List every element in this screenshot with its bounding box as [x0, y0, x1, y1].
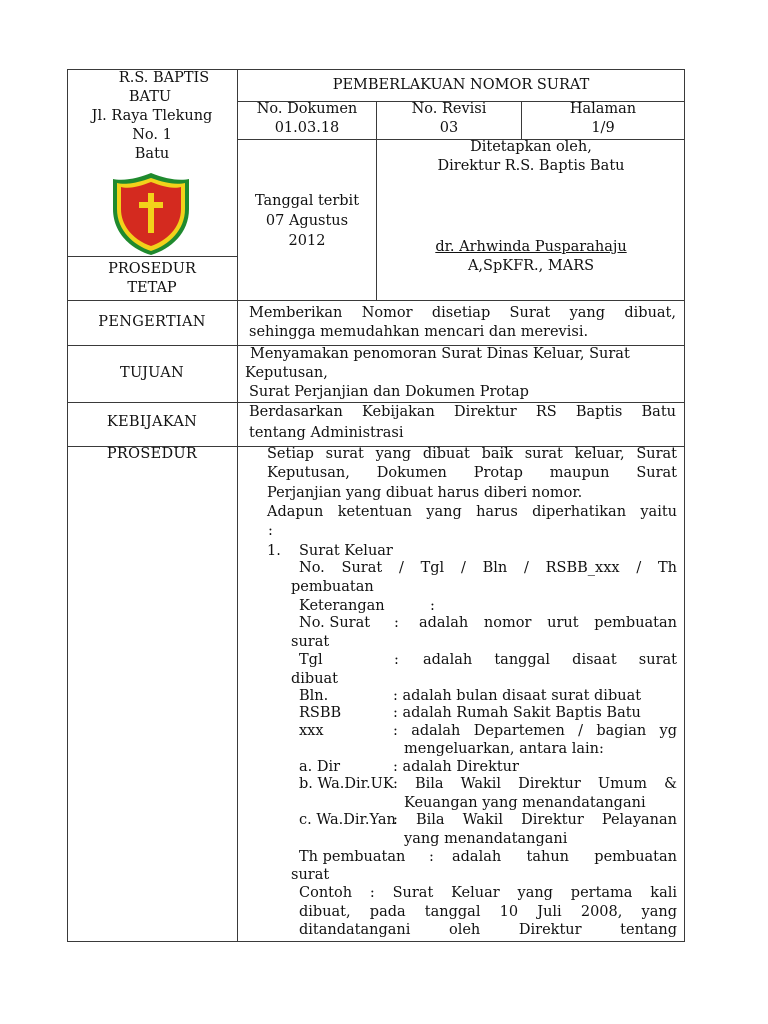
term-wadiryan: c. Wa.Dir.Yan: [299, 812, 396, 828]
doc-type-line-1: PROSEDUR: [108, 261, 196, 277]
list-item-heading: Surat Keluar: [299, 543, 393, 559]
keterangan-term: Keterangan: [299, 598, 385, 614]
prosedur-line: :: [268, 523, 273, 539]
date-line-1: Tanggal terbit: [254, 193, 360, 209]
hospital-line-3: Jl. Raya Tlekung: [91, 108, 213, 124]
term-rsbb: RSBB: [299, 705, 342, 721]
def-wadiruk-cont: Keuangan yang menandatangani: [404, 795, 646, 811]
tujuan-line-2: Keputusan,: [245, 365, 328, 381]
contoh-line-3: ditandatangani oleh Direktur tentang: [299, 922, 677, 938]
list-number: 1.: [267, 543, 281, 559]
term-dir: a. Dir: [299, 759, 341, 775]
border-bottom: [67, 941, 685, 942]
kebijakan-label: KEBIJAKAN: [106, 414, 198, 430]
date-line-2: 07 Agustus: [265, 213, 349, 229]
prosedur-line: Setiap surat yang dibuat baik surat keluar, Surat: [267, 446, 677, 462]
contoh-line-1: Contoh : Surat Keluar yang pertama kali: [299, 885, 677, 901]
def-bln: : adalah bulan disaat surat dibuat: [393, 688, 642, 704]
term-bln: Bln.: [299, 688, 329, 704]
signer-block: [377, 238, 685, 276]
page-value: 1/9: [591, 120, 615, 136]
def-xxx-cont: mengeluarkan, antara lain:: [404, 741, 604, 757]
prosedur-label: PROSEDUR: [106, 446, 198, 462]
border-left: [67, 69, 68, 942]
signer-title: A,SpKFR., MARS: [467, 258, 595, 274]
hospital-line-2: BATU: [128, 89, 172, 105]
def-thpembuatan-cont: surat: [291, 867, 330, 883]
doc-type-line-2: TETAP: [127, 280, 177, 296]
tujuan-line-3: Surat Perjanjian dan Dokumen Protap: [249, 384, 529, 400]
hospital-line-1: R.S. BAPTIS: [118, 70, 210, 86]
colon: :: [394, 615, 399, 631]
prosedur-line: Perjanjian yang dibuat harus diberi nomor.: [267, 485, 583, 501]
term-tgl: Tgl: [299, 652, 323, 668]
kebijakan-line-2: tentang Administrasi: [249, 425, 404, 441]
def-tgl-cont: dibuat: [291, 671, 339, 687]
doc-type-block: [67, 260, 237, 298]
doc-no-label: No. Dokumen: [256, 101, 358, 117]
issue-date-block: [238, 191, 376, 251]
def-rsbb: : adalah Rumah Sakit Baptis Batu: [393, 705, 641, 721]
approval-line-1: Ditetapkan oleh,: [470, 139, 592, 155]
contoh-line-2: dibuat, pada tanggal 10 Juli 2008, yang: [299, 904, 677, 920]
colon: :: [429, 849, 434, 865]
colon: :: [394, 652, 399, 668]
term-thpembuatan: Th pembuatan: [299, 849, 406, 865]
page-label: Halaman: [569, 101, 637, 117]
date-line-3: 2012: [288, 233, 326, 249]
hospital-line-5: Batu: [134, 146, 170, 162]
hospital-line-4: No. 1: [132, 127, 172, 143]
pengertian-label: PENGERTIAN: [98, 314, 206, 330]
term-nosurat: No. Surat: [299, 615, 371, 631]
approval-line-2: Direktur R.S. Baptis Batu: [437, 158, 625, 174]
doc-no-cell: [238, 100, 376, 138]
def-dir: : adalah Direktur: [393, 759, 519, 775]
revision-label: No. Revisi: [411, 101, 487, 117]
def-wadiryan-cont: yang menandatangani: [404, 831, 568, 847]
def-wadiruk: : Bila Wakil Direktur Umum &: [393, 776, 677, 792]
revision-cell: [377, 100, 521, 138]
def-wadiryan: : Bila Wakil Direktur Pelayanan: [393, 812, 677, 828]
hospital-name-block: [67, 69, 237, 164]
keterangan-colon: :: [430, 598, 435, 614]
prosedur-line: Keputusan, Dokumen Protap maupun Surat: [267, 465, 677, 481]
pengertian-line-2: sehingga memudahkan mencari dan merevisi.: [249, 324, 589, 340]
def-nosurat: adalah nomor urut pembuatan: [419, 615, 677, 631]
sop-document: [67, 69, 685, 942]
doc-no-value: 01.03.18: [274, 120, 340, 136]
tujuan-label: TUJUAN: [119, 365, 185, 381]
page-cell: [522, 100, 684, 138]
def-nosurat-cont: surat: [291, 634, 330, 650]
term-xxx: xxx: [299, 723, 324, 739]
def-thpembuatan: adalah tahun pembuatan: [452, 849, 677, 865]
term-wadiruk: b. Wa.Dir.UK: [299, 776, 394, 792]
header-bottom-line: [67, 300, 685, 301]
format-line-1: No. Surat / Tgl / Bln / RSBB_xxx / Th: [299, 560, 677, 576]
def-xxx: : adalah Departemen / bagian yg: [393, 723, 677, 739]
document-title: PEMBERLAKUAN NOMOR SURAT: [332, 77, 590, 93]
def-tgl: adalah tanggal disaat surat: [423, 652, 677, 668]
signer-name: dr. Arhwinda Pusparahaju: [435, 239, 627, 255]
hospital-shield-cross-icon: [111, 171, 191, 257]
format-line-2: pembuatan: [291, 579, 374, 595]
prosedur-line: Adapun ketentuan yang harus diperhatikan yaitu: [267, 504, 677, 520]
tujuan-line-1: Menyamakan penomoran Surat Dinas Keluar, Surat: [250, 346, 630, 362]
pengertian-line-1: Memberikan Nomor disetiap Surat yang dibuat,: [249, 305, 676, 321]
approval-block: [377, 138, 685, 176]
revision-value: 03: [439, 120, 459, 136]
kebijakan-line-1: Berdasarkan Kebijakan Direktur RS Baptis Batu: [249, 404, 676, 420]
border-right: [684, 69, 685, 942]
